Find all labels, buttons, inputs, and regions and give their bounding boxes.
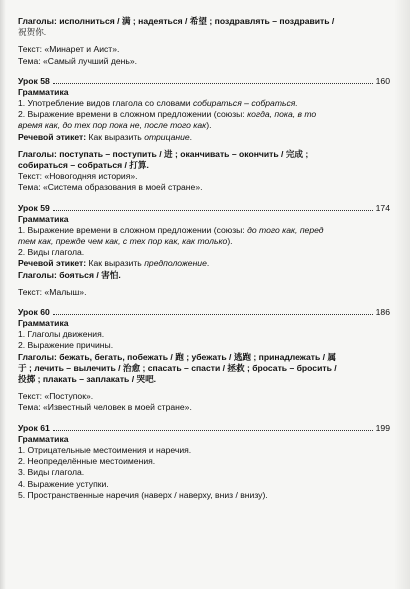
facing-page-edge [394, 0, 410, 589]
previous-lesson-tail [18, 16, 390, 67]
theme-line: Тема: «Известный человек в моей стране». [18, 402, 192, 413]
grammar-item: 2. Выражение причины. [18, 340, 114, 351]
page-number: 174 [375, 202, 390, 213]
grammar-item: 2. Выражение времени в сложном предложении (союзы: когда, пока, в то [18, 109, 317, 120]
lesson-58 [18, 76, 390, 194]
verbs-line: Глаголы: исполниться / 满 ; надеяться / 希望 ; поздравлять – поздравить / [18, 16, 335, 26]
page-number: 199 [375, 422, 390, 433]
grammar-item: 3. Виды глагола. [18, 467, 85, 478]
page-number: 160 [375, 75, 390, 86]
grammar-heading: Грамматика [18, 86, 69, 97]
grammar-item: 1. Глаголы движения. [18, 329, 105, 340]
leader-dots [53, 314, 373, 315]
grammar-item: 1. Выражение времени в сложном предложении (союзы: до того как, перед [18, 224, 324, 235]
theme-line: Тема: «Система образования в моей стране». [18, 182, 203, 193]
lesson-title: Урок 60 [18, 307, 50, 318]
leader-dots [53, 430, 373, 431]
verbs-line: собираться – собраться / 打算. [18, 160, 149, 171]
lesson-title: Урок 61 [18, 422, 50, 433]
grammar-item: 5. Пространственные наречия (наверх / наверху, вниз / внизу). [18, 489, 268, 500]
verbs-line: Глаголы: поступать – поступить / 进 ; оканчивать – окончить / 完成 ; [18, 148, 309, 159]
lesson-title: Урок 58 [18, 75, 50, 86]
verbs-line: Глаголы: бежать, бегать, побежать / 跑 ; убежать / 逃跑 ; принадлежать / 属 [18, 351, 337, 362]
verbs-line: 投掷 ; плакать – заплакать / 哭吧. [18, 374, 157, 385]
verbs-line: 于 ; лечить – вылечить / 治愈 ; спасать – спасти / 拯救 ; бросать – бросить / [18, 362, 337, 373]
etiquette-line: Речевой этикет: Как выразить отрицание. [18, 131, 193, 142]
grammar-heading: Грамматика [18, 213, 69, 224]
grammar-item: 2. Неопределённые местоимения. [18, 456, 156, 467]
grammar-item: 4. Выражение уступки. [18, 478, 109, 489]
grammar-item: 1. Отрицательные местоимения и наречия. [18, 444, 192, 455]
lesson-heading[interactable] [18, 203, 390, 214]
grammar-item: 2. Виды глагола. [18, 247, 85, 258]
text-line: Текст: «Поступок». [18, 391, 94, 402]
theme-line: Тема: «Самый лучший день». [18, 55, 137, 66]
leader-dots [53, 210, 373, 211]
grammar-heading: Грамматика [18, 318, 69, 329]
verbs-line: Глаголы: бояться / 害怕. [18, 269, 121, 280]
lesson-60 [18, 307, 390, 414]
lesson-heading[interactable] [18, 423, 390, 434]
text-line: Текст: «Малыш». [18, 286, 87, 297]
grammar-item: тем как, прежде чем как, с тех пор как, как только). [18, 236, 233, 247]
text-line: Текст: «Новогодняя история». [18, 171, 138, 182]
page-number: 186 [375, 307, 390, 318]
leader-dots [53, 83, 373, 84]
grammar-heading: Грамматика [18, 433, 69, 444]
grammar-item: время как, до тех пор пока не, после того как). [18, 120, 212, 131]
lesson-61 [18, 423, 390, 501]
page-gutter-shadow [0, 0, 6, 589]
grammar-item: 1. Употребление видов глагола со словами собираться – собраться. [18, 98, 298, 109]
verbs-line: 祝贺你. [18, 27, 47, 38]
lesson-heading[interactable] [18, 307, 390, 318]
lesson-59 [18, 203, 390, 298]
etiquette-line: Речевой этикет: Как выразить предположение. [18, 258, 210, 269]
lesson-title: Урок 59 [18, 202, 50, 213]
table-of-contents [18, 16, 390, 501]
text-line: Текст: «Минарет и Аист». [18, 44, 120, 55]
lesson-heading[interactable] [18, 76, 390, 87]
